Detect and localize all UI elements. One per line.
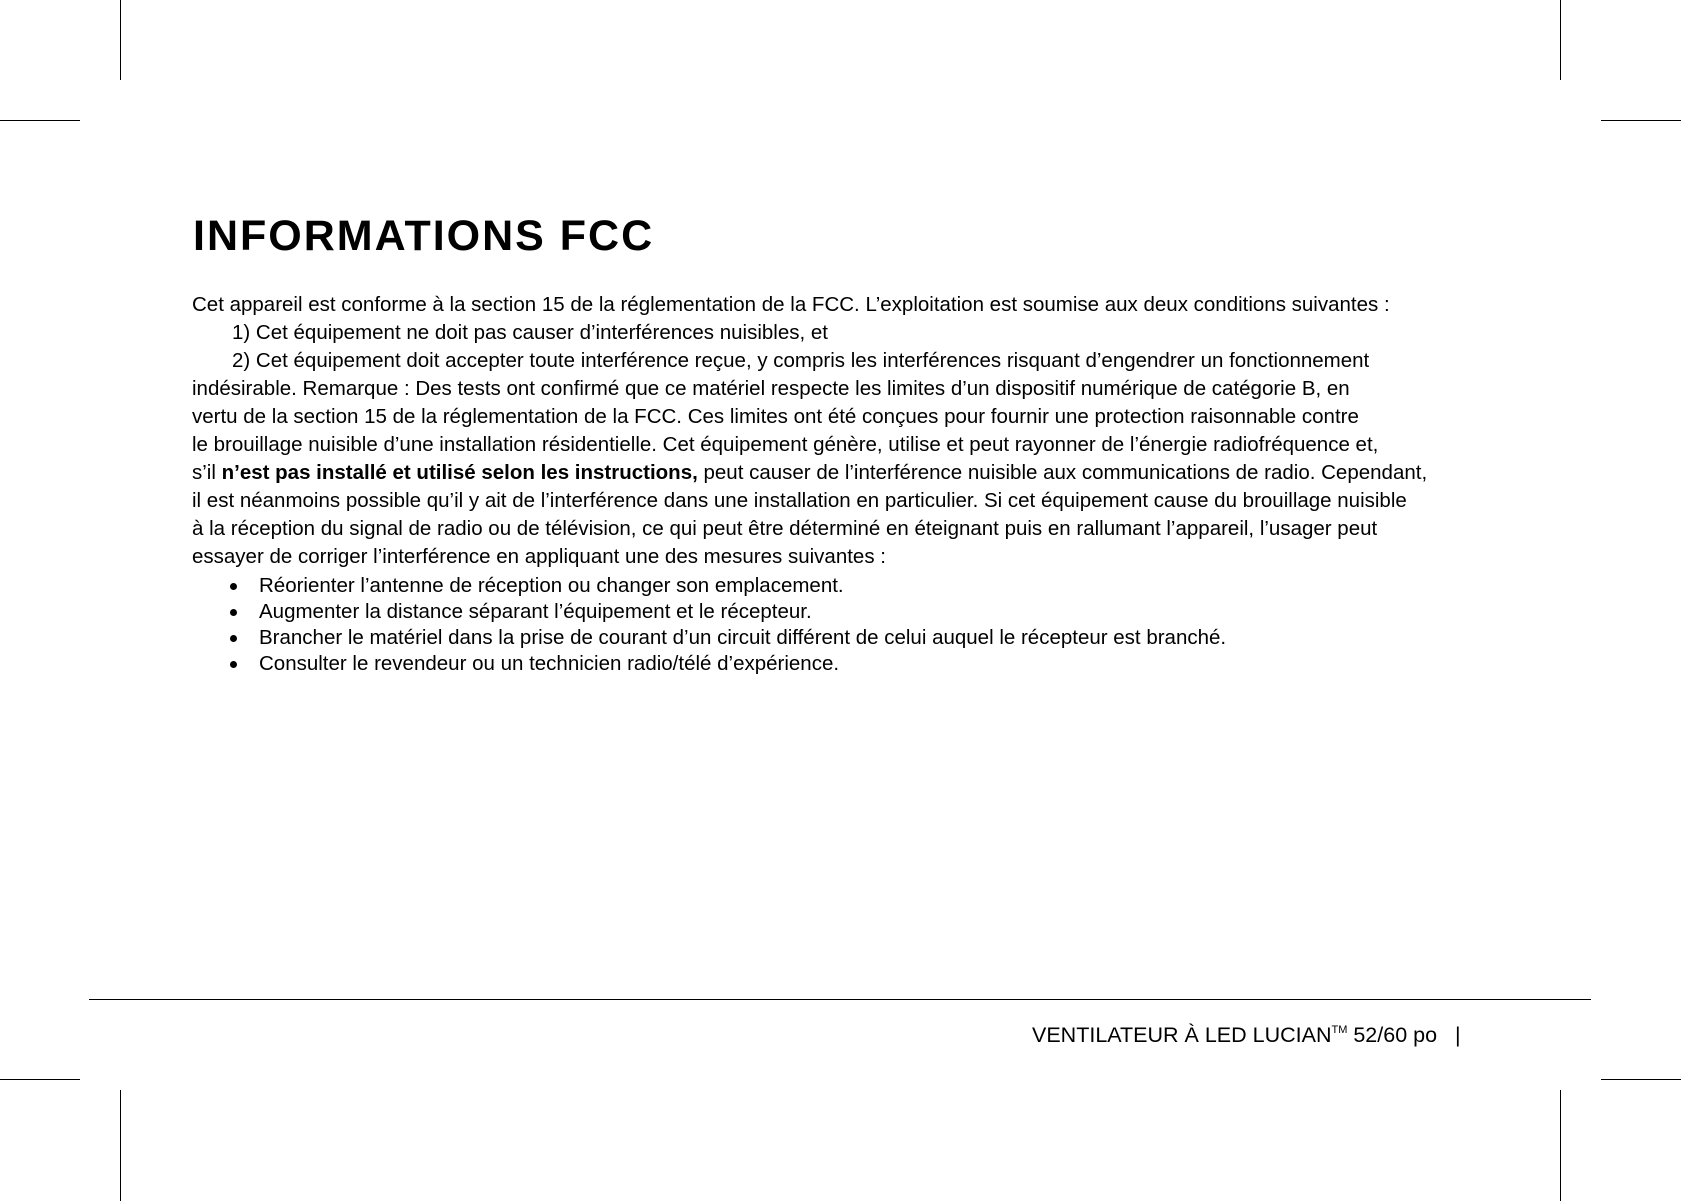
crop-mark-bottom-left-horizontal <box>0 1079 80 1080</box>
line-text: vertu de la section 15 de la réglementation de la FCC. Ces limites ont été conçues pour fournir une protection raisonnable contre <box>192 405 1359 428</box>
page-footer <box>1032 1016 1461 1049</box>
line-text: s’il <box>192 461 222 484</box>
crop-mark-bottom-right-horizontal <box>1601 1079 1681 1080</box>
crop-mark-top-left-vertical <box>120 0 121 80</box>
paragraph-line <box>232 319 828 347</box>
footer-divider <box>89 999 1591 1000</box>
paragraph-line <box>192 459 1427 487</box>
paragraph-line <box>192 543 886 571</box>
bullet-icon <box>230 635 237 642</box>
page-title: INFORMATIONS FCC <box>193 212 655 260</box>
paragraph-line <box>192 487 1407 515</box>
paragraph-line <box>192 375 1350 403</box>
line-text: 2) Cet équipement doit accepter toute interférence reçue, y compris les interférences risquant d’engendrer un fonctionnement <box>232 349 1370 372</box>
line-text: Cet appareil est conforme à la section 15 de la réglementation de la FCC. L’exploitation est soumise aux deux conditions suivantes : <box>192 293 1390 316</box>
line-text: 1) Cet équipement ne doit pas causer d’interférences nuisibles, et <box>232 321 828 344</box>
line-text: le brouillage nuisible d’une installation résidentielle. Cet équipement génère, utilise et peut rayonner de l’énergie radiofréquence et, <box>192 433 1379 456</box>
crop-mark-top-right-horizontal <box>1601 120 1681 121</box>
line-text: indésirable. Remarque : Des tests ont confirmé que ce matériel respecte les limites d’un dispositif numérique de catégorie B, en <box>192 377 1350 400</box>
trademark-symbol: TM <box>1331 1024 1348 1036</box>
list-item-text: Consulter le revendeur ou un technicien radio/télé d’expérience. <box>259 652 840 675</box>
bullet-icon <box>230 661 237 668</box>
list-item-text: Réorienter l’antenne de réception ou changer son emplacement. <box>259 574 844 597</box>
crop-mark-bottom-right-vertical <box>1560 1090 1561 1201</box>
line-text: à la réception du signal de radio ou de télévision, ce qui peut être déterminé en éteignant puis en rallumant l’appareil, l’usager peut <box>192 517 1378 540</box>
footer-product-name: VENTILATEUR À LED LUCIAN <box>1032 1023 1332 1047</box>
line-text: peut causer de l’interférence nuisible aux communications de radio. Cependant, <box>697 461 1428 484</box>
crop-mark-top-left-horizontal <box>0 120 80 121</box>
list-item-text: Augmenter la distance séparant l’équipement et le récepteur. <box>259 600 812 623</box>
paragraph-line <box>232 347 1369 375</box>
line-text: essayer de corriger l’interférence en appliquant une des mesures suivantes : <box>192 545 886 568</box>
crop-mark-top-right-vertical <box>1560 0 1561 80</box>
bullet-icon <box>230 583 237 590</box>
paragraph-line <box>192 515 1377 543</box>
footer-size: 52/60 po <box>1347 1023 1438 1047</box>
emphasized-text: n’est pas installé et utilisé selon les instructions, <box>221 461 698 484</box>
footer-separator: | <box>1455 1023 1461 1047</box>
list-item-text: Brancher le matériel dans la prise de courant d’un circuit différent de celui auquel le récepteur est branché. <box>259 626 1227 649</box>
crop-mark-bottom-left-vertical <box>120 1090 121 1201</box>
paragraph-line <box>192 403 1359 431</box>
paragraph-line <box>192 291 1390 319</box>
line-text: il est néanmoins possible qu’il y ait de l’interférence dans une installation en particulier. Si cet équipement cause du brouillage nuisible <box>192 489 1407 512</box>
paragraph-line <box>192 431 1378 459</box>
bullet-icon <box>230 609 237 616</box>
